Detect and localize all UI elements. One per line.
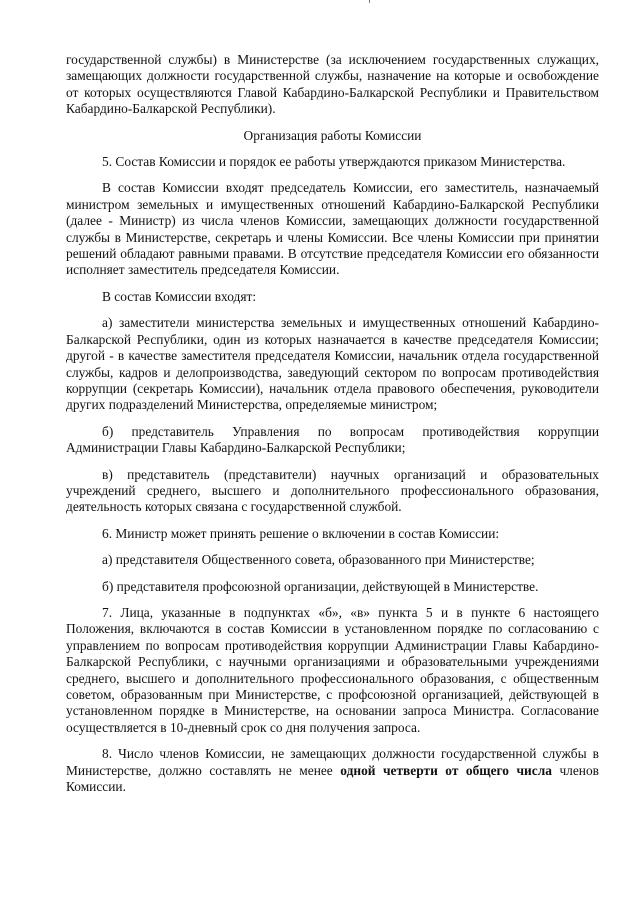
section-heading: Организация работы Комиссии <box>243 127 422 143</box>
paragraph-7: 7. Лица, указанные в подпунктах «б», «в» пункта 5 и в пункте 6 настоящего Положения, включаются в состав Комиссии в установленном порядке по согласованию с управлением по вопросам противодействия коррупции Администрации Главы Кабардино-Балкарской Республики, с научными организациями и образовательными учреждениями среднего, высшего и дополнительного профессионального образования, с общественным советом, образованным при Министерстве, с профсоюзной организацией, действующей в установленном порядке в Министерстве, на основании запроса Министра. Согласование осуществляется в 10-дневный срок со дня получения запроса. <box>66 604 599 735</box>
item-b-paragraph: б) представитель Управления по вопросам противодействия коррупции Администрации Главы Кабардино-Балкарской Республики; <box>66 423 599 456</box>
intro-paragraph: государственной службы) в Министерстве (за исключением государственных служащих, замещающих должности государственной службы, назначение на которые и освобождение от которых осуществляются Главой Кабардино-Балкарской Республики и Правительством Кабардино-Балкарской Республики). <box>66 52 599 117</box>
item-v-paragraph: в) представитель (представители) научных организаций и образовательных учреждений среднего, высшего и дополнительного профессионального образования, деятельность которых связана с государственной службой. <box>66 466 599 515</box>
paragraph-8-end: членов Комиссии. <box>66 762 599 795</box>
composition-paragraph: В состав Комиссии входят председатель Комиссии, его заместитель, назначаемый министром земельных и имущественных отношений Кабардино-Балкарской Республики (далее - Министр) из числа членов Комиссии, замещающих должности государственной службы в Министерстве, секретарь и члены Комиссии. Все члены Комиссии при принятии решений обладают равными правами. В отсутствие председателя Комиссии его обязанности исполняет заместитель председателя Комиссии. <box>66 180 599 278</box>
paragraph-8 <box>66 746 599 795</box>
document-body <box>66 52 599 795</box>
paragraph-6-item-a: а) представителя Общественного совета, образованного при Министерстве; <box>102 552 535 568</box>
paragraph-6: 6. Министр может принять решение о включении в состав Комиссии: <box>102 525 500 541</box>
paragraph-8-start: 8. Число членов Комиссии, не замещающих должности государственной службы в Министерстве, должно составлять не менее <box>66 746 599 778</box>
paragraph-6-item-b: б) представителя профсоюзной организации, действующей в Министерстве. <box>102 578 539 594</box>
paragraph-5: 5. Состав Комиссии и порядок ее работы утверждаются приказом Министерства. <box>102 154 566 170</box>
paragraph-8-emphasis: одной четверти от общего числа <box>340 762 552 778</box>
members-intro-paragraph: В состав Комиссии входят: <box>102 288 257 304</box>
scan-mark <box>369 0 370 3</box>
item-a-paragraph: а) заместители министерства земельных и имущественных отношений Кабардино-Балкарской Республики, один из которых назначается в качестве председателя Комиссии; другой - в качестве заместителя председателя Комиссии, начальник отдела государственной службы, кадров и делопроизводства, заведующий сектором по вопросам противодействия коррупции (секретарь Комиссии), начальник отдела правового обеспечения, руководители других подразделений Министерства, определяемые министром; <box>66 315 599 413</box>
